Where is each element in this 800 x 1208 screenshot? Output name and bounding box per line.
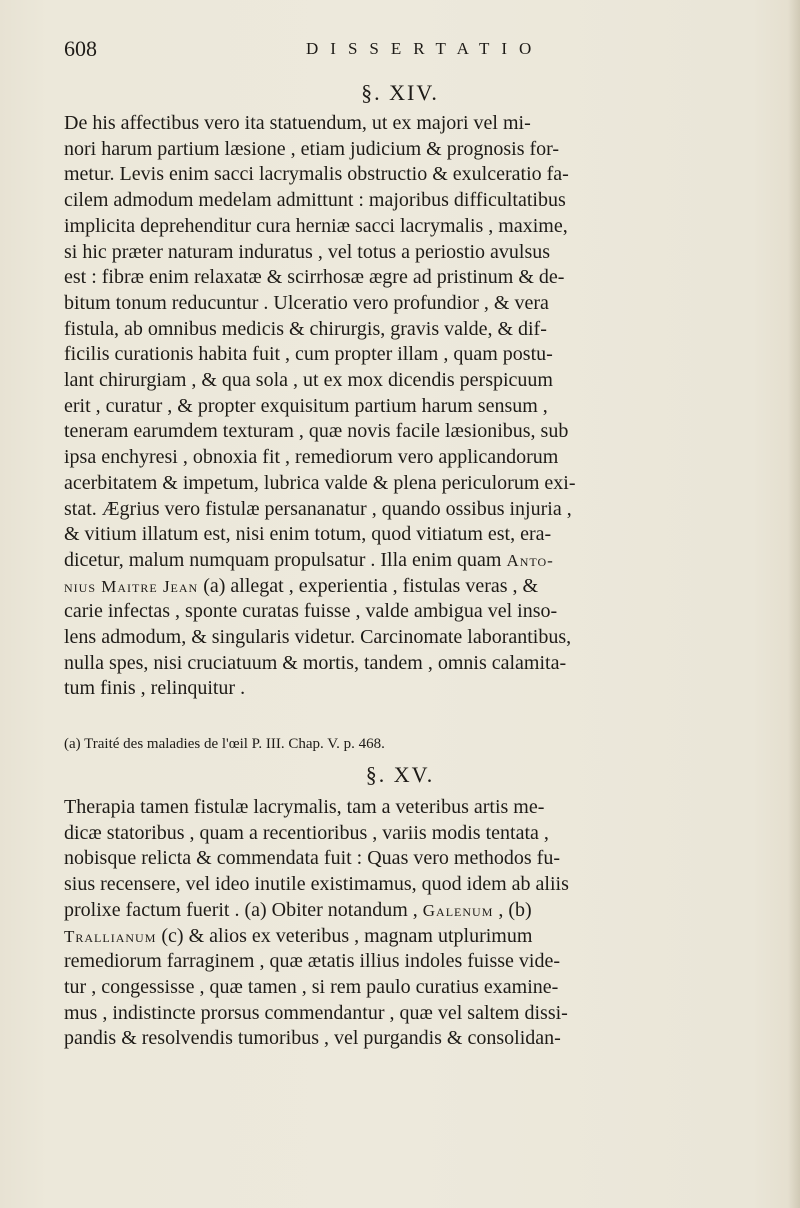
page-number: 608 <box>64 36 97 61</box>
paragraph-14-text-after-name: (a) allegat , experientia , fistulas veras , & carie infectas , sponte curatas fuisse , valde ambigua vel inso- lens admodum, & singularis videtur. Carcinomate laborantibus, nulla spes, nisi cruciatuum & mortis, tandem , omnis calamita- tum finis , relinquitur . <box>64 574 572 700</box>
author-name-antonius-part2: nius Maitre Jean <box>64 576 199 596</box>
author-name-trallianum: Trallianum <box>64 926 157 946</box>
section-heading-15: §. XV. <box>365 762 435 787</box>
author-name-galenum: Galenum <box>422 900 494 920</box>
paragraph-14-text-before-name: De his affectibus vero ita statuendum, ut ex majori vel mi- nori harum partium læsione , etiam judicium & prognosis for- metur. Levis enim sacci lacrymalis obstructio & exulceratio fa- cilem admodum medelam admittunt : majoribus difficultatibus implicita deprehenditur cura herniæ sacci lacrymalis , maxime, si hic præter naturam induratus , vel totus a periostio avulsus est : fibræ enim relaxatæ & scirrhosæ ægre ad pristinum & de- bitum tonum reducuntur . Ulceratio vero profundior , & vera fistula, ab omnibus medicis & chirurgis, gravis valde, & dif- ficilis curationis habita fuit , cum propter illam , quam postu- lant chirurgiam , & qua sola , ut ex mox dicendis perspicuum erit , curatur , & propter exquisitum partium harum sensum , teneram earumdem texturam , quæ novis facile læsionibus, sub ipsa enchyresi , obnoxia fit , remediorum vero applicandorum acerbitatem & impetum, lubrica valde & plena periculorum exi- stat. Ægrius vero fistulæ persananatur , quando ossibus injuria , & vitium illatum est, nisi enim totum, quod vitiatum est, era- dicetur, malum numquam propulsatur . Illa enim quam <box>64 112 576 571</box>
paragraph-15-part-3: (c) & alios ex veteribus , magnam utplurimum remediorum farraginem , quæ ætatis illius indoles fuisse vide- tur , congessisse , quæ tamen , si rem paulo curatius examine- mus , indistincte prorsus commendantur , quæ vel saltem dissi- pandis & resolvendis tumoribus , vel purgandis & consolidan- <box>64 924 568 1050</box>
page-header <box>64 36 694 66</box>
paragraph-15-part-2: , (b) <box>498 898 532 921</box>
page-edge-shadow <box>788 0 800 1208</box>
paragraph-section-14 <box>64 111 740 700</box>
paragraph-section-15 <box>64 795 740 1195</box>
running-title: DISSERTATIO <box>306 39 544 58</box>
author-name-antonius-part1: Anto- <box>506 550 554 570</box>
section-heading-14: §. XIV. <box>361 80 439 105</box>
paragraph-15-part-1: Therapia tamen fistulæ lacrymalis, tam a veteribus artis me- dicæ statoribus , quam a recentioribus , variis modis tentata , nobisque relicta & commendata fuit : Quas vero methodos fu- sius recensere, vel ideo inutile existimamus, quod idem ab aliis prolixe factum fuerit . (a) Obiter notandum , <box>64 796 569 921</box>
footnote-a: (a) Traité des maladies de l'œil P. III. Chap. V. p. 468. <box>64 736 385 752</box>
